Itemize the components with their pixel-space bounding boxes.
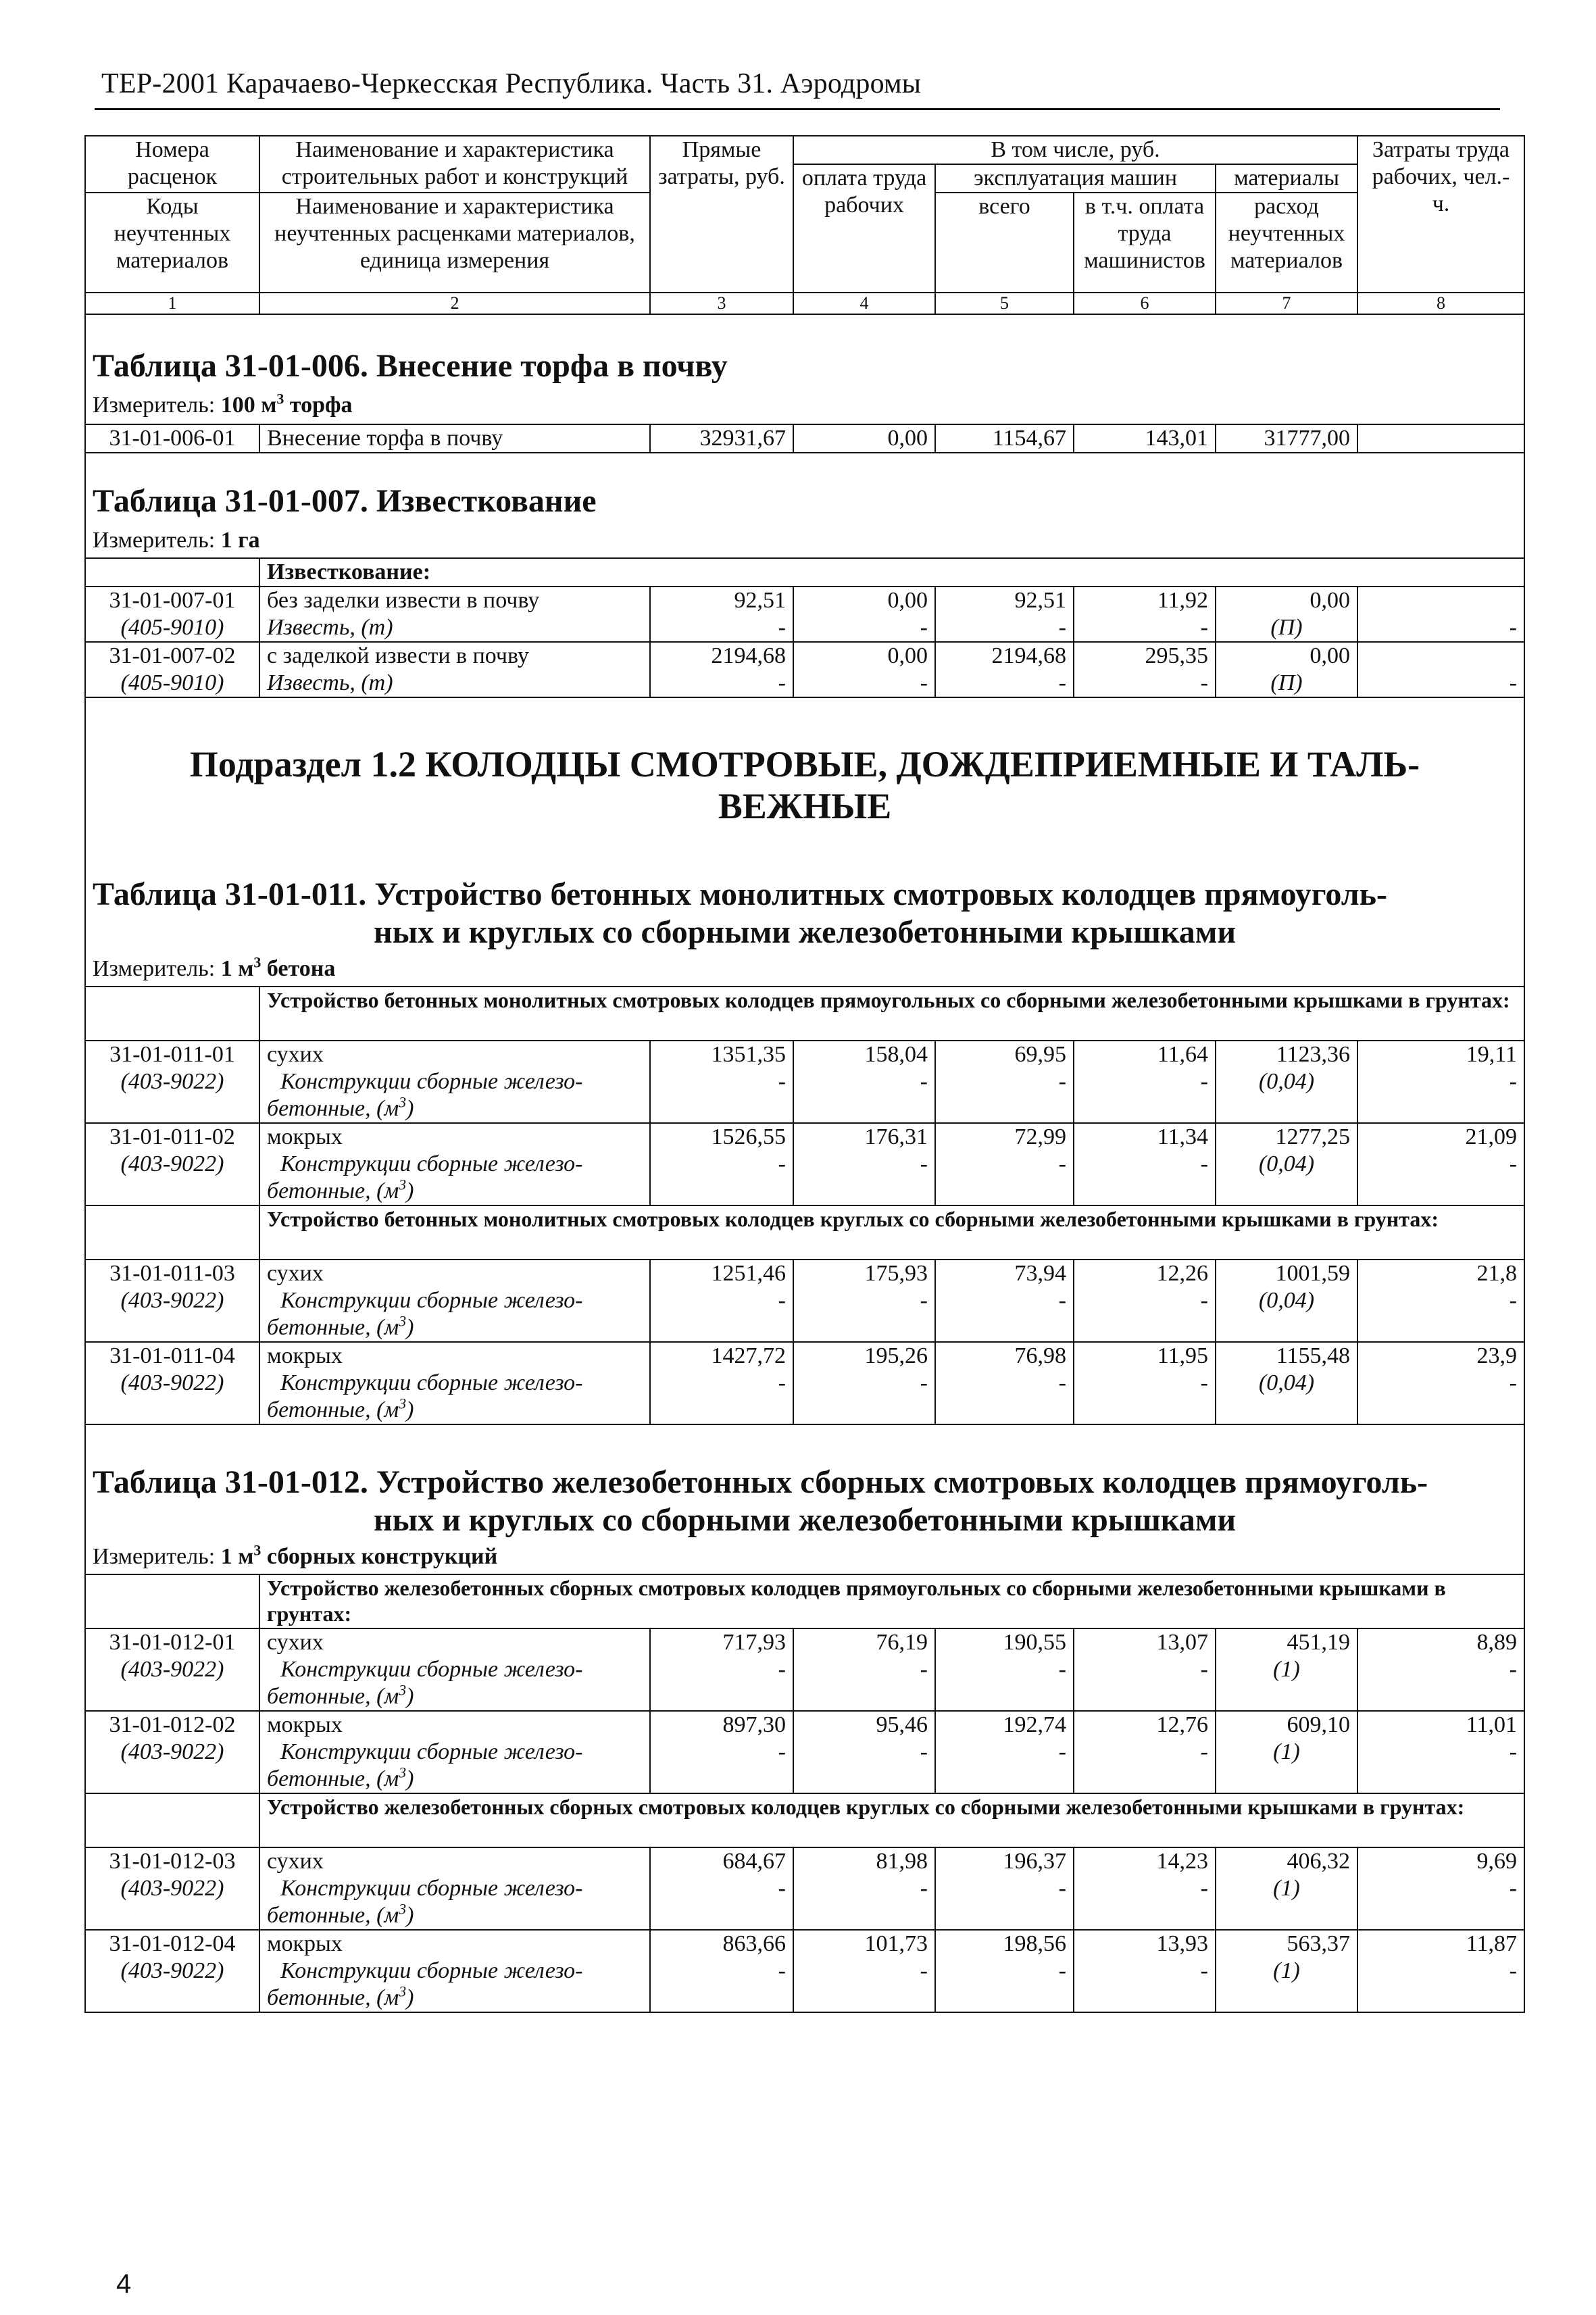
labor-cost: 19,11 — [1357, 1041, 1524, 1068]
materials: 31777,00 — [1216, 424, 1357, 453]
rate-code: 31-01-012-03 — [85, 1847, 259, 1875]
material-name-line2: бетонные, $(м^3)$ — [267, 1681, 414, 1709]
header-names-bottom: Наименование и характеристика неучтенных расценками материалов, единица измерения — [259, 193, 650, 293]
subsection-title-line1: Подраздел 1.2 КОЛОДЦЫ СМОТРОВЫЕ, ДОЖДЕПРИЕМНЫЕ И ТАЛЬ- — [189, 744, 1420, 785]
material-value: - — [793, 670, 935, 697]
measure-label: Измеритель: — [93, 1544, 216, 1569]
material-value: - — [935, 1958, 1074, 2012]
materials: 1001,59 — [1216, 1260, 1357, 1287]
material-value: - — [1357, 1739, 1524, 1793]
labor-pay: 158,04 — [793, 1041, 935, 1068]
material-value: - — [935, 614, 1074, 642]
header-direct-costs: Прямые затраты, руб. — [650, 136, 793, 293]
material-row — [85, 1370, 1524, 1424]
material-row — [85, 1151, 1524, 1205]
measure-label: Измеритель: — [93, 528, 216, 553]
rate-name: мокрых — [259, 1711, 650, 1739]
materials: 609,10 — [1216, 1711, 1357, 1739]
rate-code: 31-01-011-01 — [85, 1041, 259, 1068]
material-name: Известь, (т) — [259, 614, 650, 642]
page-number: 4 — [116, 2269, 132, 2299]
labor-pay: 95,46 — [793, 1711, 935, 1739]
table-row — [85, 1041, 1524, 1068]
rate-name: без заделки извести в почву — [259, 587, 650, 614]
rate-code: 31-01-006-01 — [85, 424, 259, 453]
material-code: (405-9010) — [85, 614, 259, 642]
material-value: - — [650, 1656, 793, 1711]
labor-pay: 0,00 — [793, 424, 935, 453]
material-value: - — [1357, 1287, 1524, 1342]
labor-cost — [1357, 424, 1524, 453]
header-codes-bottom: Коды неучтенных материалов — [85, 193, 259, 293]
material-name — [259, 1287, 650, 1342]
rate-code: 31-01-012-04 — [85, 1930, 259, 1958]
group-heading: Устройство бетонных монолитных смотровых колодцев круглых со сборными железобетонными крышками в грунтах: — [259, 1205, 1524, 1260]
material-value: - — [1074, 1958, 1216, 2012]
material-name-line2: бетонные, $(м^3)$ — [267, 1093, 414, 1121]
header-machines: эксплуатация машин — [935, 164, 1216, 193]
machinists-pay: 11,95 — [1074, 1342, 1216, 1370]
direct-costs: 1251,46 — [650, 1260, 793, 1287]
material-value: - — [935, 1875, 1074, 1930]
material-name: Известь, (т) — [259, 670, 650, 697]
material-value: - — [935, 1068, 1074, 1123]
rate-code: 31-01-012-01 — [85, 1628, 259, 1656]
col-number: 8 — [1357, 293, 1524, 314]
material-value: - — [650, 1875, 793, 1930]
material-name-line2: бетонные, $(м^3)$ — [267, 1983, 414, 2010]
machinists-pay: 11,34 — [1074, 1123, 1216, 1151]
machines-total: 198,56 — [935, 1930, 1074, 1958]
material-code: (403-9022) — [85, 1875, 259, 1930]
direct-costs: 1427,72 — [650, 1342, 793, 1370]
material-value: - — [1074, 1875, 1216, 1930]
materials: 1123,36 — [1216, 1041, 1357, 1068]
table-012-title-line2: ных и круглых со сборными железобетонными крышками — [373, 1502, 1237, 1538]
direct-costs: 863,66 — [650, 1930, 793, 1958]
material-value: - — [1357, 614, 1524, 642]
material-name-line1: Конструкции сборные железо- — [280, 1069, 583, 1094]
material-consumption: (1) — [1216, 1739, 1357, 1793]
material-value: - — [793, 614, 935, 642]
col-number: 3 — [650, 293, 793, 314]
table-header — [85, 136, 1524, 314]
running-head: ТЕР-2001 Карачаево-Черкесская Республика. Часть 31. Аэродромы — [101, 68, 922, 99]
labor-pay: 175,93 — [793, 1260, 935, 1287]
material-name-line1: Конструкции сборные железо- — [280, 1958, 583, 1983]
material-value: - — [650, 1958, 793, 2012]
table-row — [85, 642, 1524, 670]
table-007-measure — [85, 527, 1524, 558]
material-name-line1: Конструкции сборные железо- — [280, 1657, 583, 1682]
rate-code: 31-01-007-02 — [85, 642, 259, 670]
group-heading: Устройство железобетонных сборных смотровых колодцев круглых со сборными железобетонными крышками в грунтах: — [259, 1793, 1524, 1847]
measure-value: 1 $м^3$ бетона — [220, 955, 336, 981]
material-value: - — [1074, 670, 1216, 697]
material-consumption: (0,04) — [1216, 1068, 1357, 1123]
material-value: - — [1357, 670, 1524, 697]
machinists-pay: 13,93 — [1074, 1930, 1216, 1958]
material-name — [259, 1370, 650, 1424]
measure-label: Измеритель: — [93, 393, 216, 418]
material-value: - — [1357, 1370, 1524, 1424]
table-011-title-line2: ных и круглых со сборными железобетонными крышками — [373, 914, 1237, 950]
labor-cost: 11,01 — [1357, 1711, 1524, 1739]
material-row — [85, 1958, 1524, 2012]
machines-total: 69,95 — [935, 1041, 1074, 1068]
material-value: - — [1074, 1068, 1216, 1123]
material-code: (403-9022) — [85, 1151, 259, 1205]
material-value: - — [793, 1068, 935, 1123]
machinists-pay: 295,35 — [1074, 642, 1216, 670]
rate-code: 31-01-012-02 — [85, 1711, 259, 1739]
table-006-title: Таблица 31-01-006. Внесение торфа в почву — [93, 348, 728, 384]
material-value: - — [650, 614, 793, 642]
labor-cost: 9,69 — [1357, 1847, 1524, 1875]
material-code: (403-9022) — [85, 1287, 259, 1342]
table-011-title — [93, 876, 1517, 951]
material-row — [85, 1739, 1524, 1793]
material-value: - — [935, 1151, 1074, 1205]
labor-cost: 23,9 — [1357, 1342, 1524, 1370]
material-name-line1: Конструкции сборные железо- — [280, 1876, 583, 1901]
material-value: - — [935, 670, 1074, 697]
material-value: - — [650, 1151, 793, 1205]
material-consumption: (0,04) — [1216, 1151, 1357, 1205]
table-row — [85, 1711, 1524, 1739]
header-machines-total: всего — [935, 193, 1074, 293]
labor-cost — [1357, 642, 1524, 670]
table-row — [85, 1930, 1524, 1958]
material-name — [259, 1739, 650, 1793]
group-heading: Устройство железобетонных сборных смотровых колодцев прямоугольных со сборными железобетонными крышками в грунтах: — [259, 1574, 1524, 1628]
rate-code: 31-01-011-02 — [85, 1123, 259, 1151]
material-value: - — [793, 1958, 935, 2012]
machines-total: 1154,67 — [935, 424, 1074, 453]
material-row — [85, 1068, 1524, 1123]
table-row — [85, 424, 1524, 453]
material-value: - — [793, 1151, 935, 1205]
machines-total: 72,99 — [935, 1123, 1074, 1151]
material-value: - — [935, 1656, 1074, 1711]
header-mat-consumption: расход неучтенных материалов — [1216, 193, 1357, 293]
material-row — [85, 614, 1524, 642]
material-value: - — [935, 1287, 1074, 1342]
material-name — [259, 1958, 650, 2012]
group-heading: Устройство бетонных монолитных смотровых колодцев прямоугольных со сборными железобетонными крышками в грунтах: — [259, 987, 1524, 1041]
material-row — [85, 1287, 1524, 1342]
machinists-pay: 12,26 — [1074, 1260, 1216, 1287]
material-code: (405-9010) — [85, 670, 259, 697]
material-code: (403-9022) — [85, 1739, 259, 1793]
material-value: - — [793, 1370, 935, 1424]
col-number: 1 — [85, 293, 259, 314]
table-row — [85, 1628, 1524, 1656]
rate-code: 31-01-007-01 — [85, 587, 259, 614]
material-consumption: (1) — [1216, 1656, 1357, 1711]
labor-cost: 21,09 — [1357, 1123, 1524, 1151]
material-row — [85, 670, 1524, 697]
material-value: - — [1357, 1068, 1524, 1123]
material-row — [85, 1656, 1524, 1711]
direct-costs: 1351,35 — [650, 1041, 793, 1068]
materials: 451,19 — [1216, 1628, 1357, 1656]
material-name — [259, 1656, 650, 1711]
price-table — [84, 135, 1525, 2013]
table-011-title-line1: Таблица 31-01-011. Устройство бетонных монолитных смотровых колодцев прямоуголь- — [93, 876, 1388, 912]
rate-name: сухих — [259, 1041, 650, 1068]
direct-costs: 1526,55 — [650, 1123, 793, 1151]
machines-total: 196,37 — [935, 1847, 1074, 1875]
materials: 0,00 — [1216, 642, 1357, 670]
material-value: - — [1074, 1370, 1216, 1424]
material-name — [259, 1068, 650, 1123]
header-rule — [95, 108, 1500, 110]
material-consumption: (П) — [1216, 614, 1357, 642]
material-value: - — [1357, 1151, 1524, 1205]
rate-name: мокрых — [259, 1123, 650, 1151]
table-012-measure — [85, 1543, 1524, 1574]
material-code: (403-9022) — [85, 1068, 259, 1123]
table-012-title — [93, 1464, 1517, 1539]
direct-costs: 717,93 — [650, 1628, 793, 1656]
material-consumption: (1) — [1216, 1958, 1357, 2012]
material-name-line2: бетонные, $(м^3)$ — [267, 1900, 414, 1928]
material-code: (403-9022) — [85, 1958, 259, 2012]
rate-name: мокрых — [259, 1342, 650, 1370]
material-consumption: (0,04) — [1216, 1287, 1357, 1342]
material-name-line2: бетонные, $(м^3)$ — [267, 1312, 414, 1340]
material-code: (403-9022) — [85, 1656, 259, 1711]
machinists-pay: 13,07 — [1074, 1628, 1216, 1656]
material-value: - — [650, 1068, 793, 1123]
labor-cost: 11,87 — [1357, 1930, 1524, 1958]
machinists-pay: 11,64 — [1074, 1041, 1216, 1068]
table-006-measure — [85, 392, 1524, 424]
table-row — [85, 1123, 1524, 1151]
direct-costs: 897,30 — [650, 1711, 793, 1739]
material-name — [259, 1151, 650, 1205]
labor-pay: 176,31 — [793, 1123, 935, 1151]
material-name-line2: бетонные, $(м^3)$ — [267, 1395, 414, 1422]
material-value: - — [1074, 614, 1216, 642]
labor-cost: 8,89 — [1357, 1628, 1524, 1656]
material-value: - — [650, 1370, 793, 1424]
table-row — [85, 1260, 1524, 1287]
table-row — [85, 1847, 1524, 1875]
material-name-line1: Конструкции сборные железо- — [280, 1288, 583, 1313]
machines-total: 92,51 — [935, 587, 1074, 614]
header-codes-top: Номера расценок — [85, 136, 259, 193]
col-number: 7 — [1216, 293, 1357, 314]
measure-value: 1 $м^3$ сборных конструкций — [220, 1543, 498, 1569]
group-heading: Известкование: — [259, 558, 1524, 587]
labor-cost: 21,8 — [1357, 1260, 1524, 1287]
header-column-numbers — [85, 293, 1524, 314]
material-name-line2: бетонные, $(м^3)$ — [267, 1764, 414, 1791]
machines-total: 2194,68 — [935, 642, 1074, 670]
material-value: - — [1357, 1656, 1524, 1711]
labor-pay: 81,98 — [793, 1847, 935, 1875]
col-number: 2 — [259, 293, 650, 314]
labor-pay: 76,19 — [793, 1628, 935, 1656]
header-machinists-pay: в т.ч. оплата труда машинистов — [1074, 193, 1216, 293]
material-name-line1: Конструкции сборные железо- — [280, 1739, 583, 1764]
direct-costs: 2194,68 — [650, 642, 793, 670]
material-value: - — [935, 1739, 1074, 1793]
header-materials: материалы — [1216, 164, 1357, 193]
col-number: 4 — [793, 293, 935, 314]
labor-pay: 0,00 — [793, 587, 935, 614]
rate-name: с заделкой извести в почву — [259, 642, 650, 670]
labor-pay: 0,00 — [793, 642, 935, 670]
direct-costs: 684,67 — [650, 1847, 793, 1875]
material-value: - — [935, 1370, 1074, 1424]
material-value: - — [1074, 1656, 1216, 1711]
materials: 1155,48 — [1216, 1342, 1357, 1370]
material-name-line1: Конструкции сборные железо- — [280, 1151, 583, 1176]
table-007-title: Таблица 31-01-007. Известкование — [93, 483, 597, 519]
machines-total: 190,55 — [935, 1628, 1074, 1656]
header-labor-cost: Затраты труда рабочих, чел.-ч. — [1357, 136, 1524, 293]
measure-value: 1 га — [220, 528, 260, 553]
col-number: 5 — [935, 293, 1074, 314]
material-row — [85, 1875, 1524, 1930]
material-value: - — [1074, 1287, 1216, 1342]
material-value: - — [793, 1875, 935, 1930]
table-011-measure — [85, 955, 1524, 987]
material-value: - — [793, 1287, 935, 1342]
material-consumption: (1) — [1216, 1875, 1357, 1930]
material-name-line1: Конструкции сборные железо- — [280, 1370, 583, 1395]
material-value: - — [1357, 1958, 1524, 2012]
material-name-line2: бетонные, $(м^3)$ — [267, 1176, 414, 1203]
material-value: - — [793, 1656, 935, 1711]
measure-value: 100 $м^3$ торфа — [220, 392, 353, 418]
table-row — [85, 1342, 1524, 1370]
col-number: 6 — [1074, 293, 1216, 314]
machines-total: 73,94 — [935, 1260, 1074, 1287]
machines-total: 76,98 — [935, 1342, 1074, 1370]
direct-costs: 92,51 — [650, 587, 793, 614]
materials: 1277,25 — [1216, 1123, 1357, 1151]
material-value: - — [1357, 1875, 1524, 1930]
material-value: - — [793, 1739, 935, 1793]
rate-name: мокрых — [259, 1930, 650, 1958]
header-names-top: Наименование и характеристика строительных работ и конструкций — [259, 136, 650, 193]
material-value: - — [1074, 1739, 1216, 1793]
rate-name: Внесение торфа в почву — [259, 424, 650, 453]
rate-code: 31-01-011-04 — [85, 1342, 259, 1370]
machines-total: 192,74 — [935, 1711, 1074, 1739]
materials: 406,32 — [1216, 1847, 1357, 1875]
rate-name: сухих — [259, 1628, 650, 1656]
rate-name: сухих — [259, 1847, 650, 1875]
rate-code: 31-01-011-03 — [85, 1260, 259, 1287]
material-consumption: (П) — [1216, 670, 1357, 697]
subsection-title-line2: ВЕЖНЫЕ — [718, 786, 892, 826]
header-including: В том числе, руб. — [793, 136, 1357, 164]
labor-cost — [1357, 587, 1524, 614]
materials: 0,00 — [1216, 587, 1357, 614]
direct-costs: 32931,67 — [650, 424, 793, 453]
labor-pay: 195,26 — [793, 1342, 935, 1370]
material-value: - — [1074, 1151, 1216, 1205]
material-consumption: (0,04) — [1216, 1370, 1357, 1424]
materials: 563,37 — [1216, 1930, 1357, 1958]
machinists-pay: 14,23 — [1074, 1847, 1216, 1875]
machinists-pay: 143,01 — [1074, 424, 1216, 453]
measure-label: Измеритель: — [93, 956, 216, 981]
material-code: (403-9022) — [85, 1370, 259, 1424]
rate-name: сухих — [259, 1260, 650, 1287]
material-value: - — [650, 670, 793, 697]
machinists-pay: 11,92 — [1074, 587, 1216, 614]
material-name — [259, 1875, 650, 1930]
table-row — [85, 587, 1524, 614]
labor-pay: 101,73 — [793, 1930, 935, 1958]
material-value: - — [650, 1739, 793, 1793]
header-labor-pay: оплата труда рабочих — [793, 164, 935, 293]
machinists-pay: 12,76 — [1074, 1711, 1216, 1739]
table-012-title-line1: Таблица 31-01-012. Устройство железобетонных сборных смотровых колодцев прямоуголь- — [93, 1464, 1428, 1500]
material-value: - — [650, 1287, 793, 1342]
